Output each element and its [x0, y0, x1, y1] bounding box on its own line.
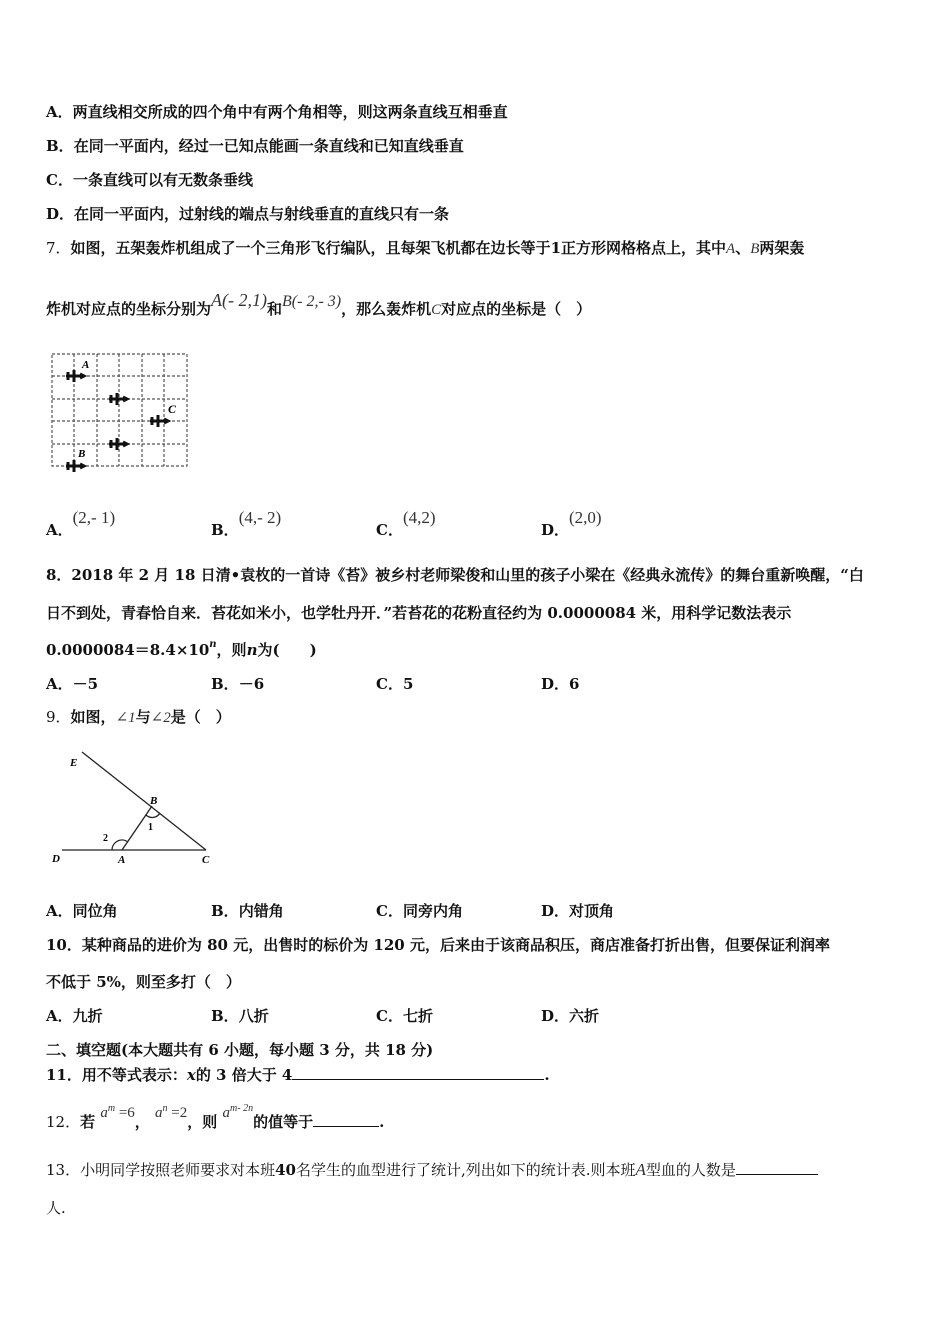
q10-line1: 10．某种商品的进价为 80 元，出售时的标价为 120 元，后来由于该商品积压，商店准备打折出售，但要保证利润率 [46, 936, 830, 954]
q11: 11．用不等式表示：x的 3 倍大于 4 . [46, 1066, 550, 1084]
plane-icon-c [150, 415, 168, 427]
q13-line2: 人. [46, 1199, 66, 1217]
label-1: 1 [148, 822, 153, 833]
q9-stem: 9．如图，∠1与∠2是（ ） [46, 708, 231, 726]
q10-option-c: C．七折 [376, 1007, 433, 1025]
q9-option-a: A．同位角 [46, 902, 118, 920]
label-2: 2 [103, 833, 108, 844]
q9-option-b: B．内错角 [211, 902, 284, 920]
plane-icon-a [66, 370, 84, 382]
angle-1-arc [146, 813, 160, 817]
plane-icon-2 [109, 393, 127, 405]
label-a: A [118, 854, 126, 866]
q9-option-c: C．同旁内角 [376, 902, 463, 920]
q12: 12．若 $a^m =6$， $a^n =2$，则 $a^{m- 2n}$的值等于 . [46, 1103, 385, 1131]
q12-answer-blank[interactable] [313, 1112, 379, 1127]
q6-option-b: B．在同一平面内，经过一已知点能画一条直线和已知直线垂直 [46, 137, 464, 155]
q10-option-b: B．八折 [211, 1007, 269, 1025]
q10-line2: 不低于 5%，则至多打（ ） [46, 973, 241, 991]
q8-line1: 8．2018 年 2 月 18 日清•袁枚的一首诗《苔》被乡村老师梁俊和山里的孩子小梁在《经典永流传》的舞台重新唤醒，“白 [46, 566, 864, 584]
q11-answer-blank[interactable] [292, 1065, 544, 1080]
grid-label-c: C [168, 402, 177, 416]
q7-line1: 7．如图，五架轰炸机组成了一个三角形飞行编队，且每架飞机都在边长等于1正方形网格格点上，其中A、B两架轰 [46, 239, 805, 257]
q6-option-a: A．两直线相交所成的四个角中有两个角相等，则这两条直线互相垂直 [46, 103, 508, 121]
label-e: E [70, 757, 78, 769]
q7-line2: 炸机对应点的坐标分别为A(- 2,1)和B(- 2,- 3)，那么轰炸机C对应点的坐标是（ ） [46, 290, 592, 318]
q8-line3: $0.0000084=8.4\times 10^n$，则n为( ) [46, 639, 317, 659]
grid-label-a: A [82, 359, 90, 371]
grid-lines [52, 354, 187, 466]
q8-option-d: D．6 [541, 675, 580, 693]
q9-option-d: D．对顶角 [541, 902, 615, 920]
section-2-heading: 二、填空题(本大题共有 6 小题，每小题 3 分，共 18 分) [46, 1041, 434, 1059]
q7-option-b: B．(4,- 2) [211, 508, 282, 539]
q8-option-a: A．－5 [46, 675, 99, 693]
q13-line1: 13．小明同学按照老师要求对本班40名学生的血型进行了统计,列出如下的统计表.则本班A型血的人数是 [46, 1160, 818, 1180]
plane-icon-b [66, 460, 84, 472]
q6-option-d: D．在同一平面内，过射线的端点与射线垂直的直线只有一条 [46, 205, 450, 223]
q6-option-c: C．一条直线可以有无数条垂线 [46, 171, 253, 189]
q7-grid-figure [46, 348, 191, 473]
q7-option-a: A．(2,- 1) [46, 508, 116, 539]
q7-option-d: D．(2,0) [541, 508, 602, 539]
q8-option-b: B．－6 [211, 675, 265, 693]
grid-label-b: B [78, 448, 86, 460]
q8-option-c: C．5 [376, 675, 414, 693]
plane-icon-4 [109, 438, 127, 450]
q10-option-a: A．九折 [46, 1007, 103, 1025]
label-c: C [202, 854, 210, 866]
q8-line2: 日不到处，青春恰自来．苔花如米小，也学牡丹开．”若苔花的花粉直径约为 0.0000084 米，用科学记数法表示 [46, 604, 792, 622]
q9-angle-figure [46, 744, 216, 869]
label-d: D [52, 853, 60, 865]
q13-answer-blank[interactable] [736, 1160, 818, 1175]
q10-option-d: D．六折 [541, 1007, 600, 1025]
label-b: B [150, 795, 158, 807]
q7-option-c: C．(4,2) [376, 508, 436, 539]
line-ec [82, 752, 206, 850]
